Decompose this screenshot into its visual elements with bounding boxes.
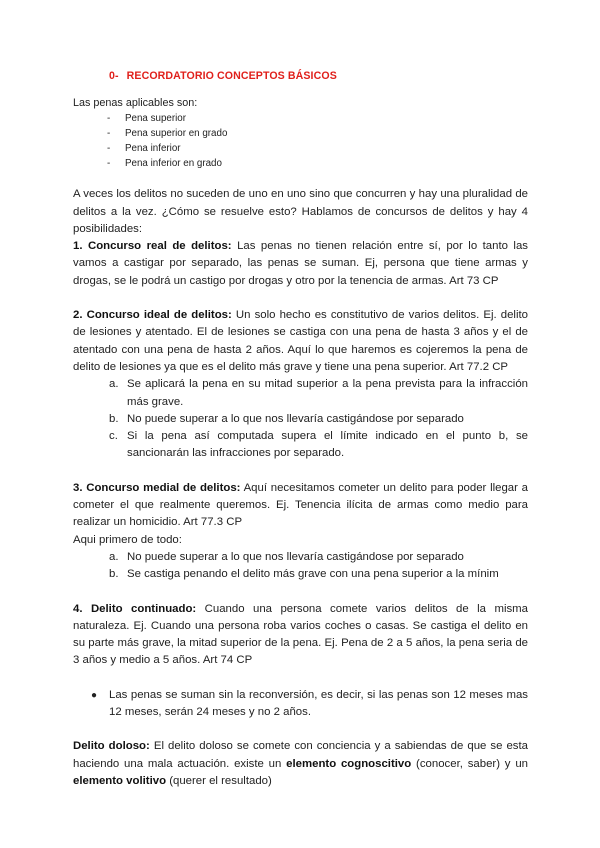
list-item: - Pena inferior: [107, 141, 528, 156]
list-item: [109, 549, 528, 566]
concurso-ideal-title: 2. Concurso ideal de delitos:: [73, 309, 232, 322]
delito-doloso-text: El delito doloso se comete con conciencia y a sabiendas de que se esta haciendo una mala actuación. existe un: [73, 740, 529, 770]
delito-doloso-text: (querer el resultado): [166, 774, 272, 787]
list-marker: a.: [109, 378, 119, 391]
list-item-text: No puede superar a lo que nos llevaría castigándose por separado: [127, 412, 464, 425]
list-item-text: Se castiga penando el delito más grave con una pena superior a la mínim: [127, 568, 499, 581]
list-marker: b.: [109, 412, 119, 425]
list-item: [109, 376, 528, 411]
list-marker: b.: [109, 568, 119, 581]
bullet-icon: ●: [91, 689, 98, 701]
list-item: [109, 411, 528, 428]
concurso-intro: A veces los delitos no suceden de uno en uno sino que concurren y hay una pluralidad de delitos a la vez. ¿Cómo se resuelve esto? Hablamos de concursos de delitos y hay 4 posibilidades:: [73, 188, 528, 235]
list-item-text: Se aplicará la pena en su mitad superior a la pena prevista para la infracción más grave.: [127, 378, 528, 408]
list-item: [109, 428, 528, 463]
delito-continuado-title: 4. Delito continuado:: [73, 602, 197, 615]
delito-doloso-paragraph: [73, 738, 528, 790]
penas-list: [73, 111, 528, 171]
list-item: - Pena superior: [107, 111, 528, 126]
list-item: - Pena superior en grado: [107, 126, 528, 141]
concurso-medial-list: [73, 549, 528, 584]
delito-doloso-title: Delito doloso:: [73, 740, 150, 753]
list-item: [109, 566, 528, 583]
delito-continuado-bullets: [73, 687, 528, 722]
penas-intro: Las penas aplicables son:: [73, 97, 198, 110]
elemento-cognoscitivo: elemento cognoscitivo: [286, 757, 412, 770]
concurso-medial-text: Aquí necesitamos cometer un delito para poder llegar a cometer el que realmente queremos. Ej. Tenencia ilícita de armas como medio para realizar un homicidio. Art 77.3 CP: [73, 481, 529, 529]
list-marker: a.: [109, 550, 119, 563]
delito-continuado-text: Cuando una persona comete varios delitos de la misma naturaleza. Ej. Cuando una persona roba varios coches o casas. Se castiga el delito en su parte más grave, la mitad superior de la pena. Ej. Pena de 2 a 5 años, la pena seria de 3 años y medio a 5 años. Art 74 CP: [73, 602, 528, 667]
list-marker: c.: [109, 430, 118, 443]
concurso-medial-title: 3. Concurso medial de delitos:: [73, 481, 241, 494]
concurso-real-paragraph: [73, 238, 528, 290]
concurso-ideal-text: Un solo hecho es constitutivo de varios delitos. Ej. delito de lesiones y atentado. El de lesiones se castiga con una pena de hasta 3 años y el de atentado con una pena de hasta 2 años. Aquí lo que haremos es cojeremos la pena de delito de lesiones ya que es el delito más grave y tiene una pena superior. Art 77.2 CP: [73, 309, 528, 373]
concurso-medial-paragraph: [73, 480, 528, 532]
heading-title: RECORDATORIO CONCEPTOS BÁSICOS: [126, 70, 337, 82]
section-heading: [109, 68, 528, 85]
elemento-volitivo: elemento volitivo: [73, 774, 167, 787]
delito-doloso-text: (conocer, saber) y un: [411, 757, 528, 770]
concurso-real-title: 1. Concurso real de delitos:: [73, 240, 232, 253]
concurso-ideal-list: [73, 376, 528, 462]
list-item: [83, 687, 528, 722]
list-item-text: No puede superar a lo que nos llevaría castigándose por separado: [127, 550, 464, 563]
list-item-text: Las penas se suman sin la reconversión, es decir, si las penas son 12 meses mas 12 meses, serán 24 meses y no 2 años.: [109, 688, 528, 719]
concurso-ideal-paragraph: [73, 307, 528, 376]
concurso-medial-note: Aqui primero de todo:: [73, 533, 182, 546]
list-item: - Pena inferior en grado: [107, 156, 528, 171]
delito-continuado-paragraph: [73, 601, 528, 670]
heading-number: 0-: [109, 70, 119, 82]
concurso-real-text: Las penas no tienen relación entre sí, por lo tanto las vamos a castigar por separado, las penas se suman. Ej, persona que tiene armas y drogas, se le podrá un castigo por drogas y otro por la tenencia de armas. Art 73 CP: [73, 240, 528, 287]
list-item-text: Si la pena así computada supera el límite indicado en el punto b, se sancionarán las infracciones por separado.: [127, 430, 528, 460]
document-page: [73, 68, 528, 790]
